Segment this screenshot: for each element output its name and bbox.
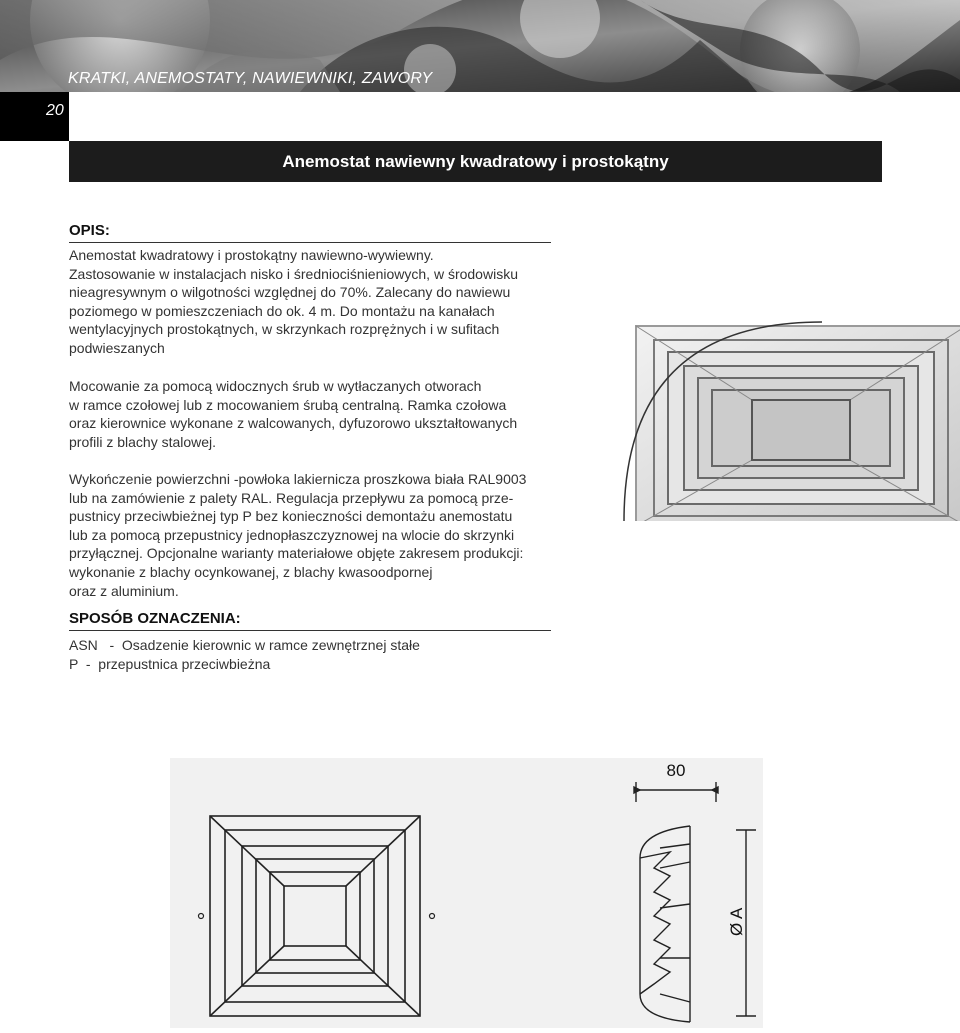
designation-item: P - przepustnica przeciwbieżna	[69, 655, 271, 672]
text-line: Anemostat kwadratowy i prostokątny nawiewno-wywiewny.	[69, 247, 434, 263]
text-line: Mocowanie za pomocą widocznych śrub w wytłaczanych otworach	[69, 378, 482, 394]
text-line: pustnicy przeciwbieżnej typ P bez konieczności demontażu anemostatu	[69, 508, 513, 525]
dimension-diameter-label: Ø A	[727, 907, 746, 936]
text-line: lub na zamówienie z palety RAL. Regulacja przepływu za pomocą prze-	[69, 489, 514, 506]
text-line: w ramce czołowej lub z mocowaniem śrubą centralną. Ramka czołowa	[69, 396, 507, 413]
screw-hole-icon	[430, 914, 435, 919]
text-line: oraz z aluminium.	[69, 582, 179, 599]
text-line: podwieszanych	[69, 339, 165, 356]
text-line: wentylacyjnych prostokątnych, w skrzynkach rozprężnych i w sufitach	[69, 321, 500, 338]
text-line: wykonanie z blachy ocynkowanej, z blachy kwasoodpornej	[69, 563, 433, 580]
designation-list	[69, 636, 420, 673]
text-line: profili z blachy stalowej.	[69, 433, 217, 450]
designation-heading: SPOSÓB OZNACZENIA:	[69, 610, 551, 631]
section-title: KRATKI, ANEMOSTATY, NAWIEWNIKI, ZAWORY	[68, 70, 433, 87]
text-line: nieagresywnym o wilgotności względnej do 70%. Zalecany do nawiewu	[69, 284, 511, 301]
description-heading: OPIS:	[69, 222, 551, 243]
anemostat-photo-image	[622, 320, 960, 521]
technical-drawing	[170, 758, 763, 1028]
text-line: Wykończenie powierzchni -powłoka lakiernicza proszkowa biała RAL9003	[69, 471, 527, 487]
text-line: Zastosowanie w instalacjach nisko i średniociśnieniowych, w środowisku	[69, 265, 518, 282]
text-line: oraz kierownice wykonane z walcowanych, dyfuzorowo ukształtowanych	[69, 415, 518, 432]
text-line: poziomego w pomieszczeniach do ok. 4 m. Do montażu na kanałach	[69, 302, 495, 319]
product-title-bar	[69, 141, 882, 182]
dimension-width-label: 80	[666, 761, 686, 780]
product-title: Anemostat nawiewny kwadratowy i prostokątny	[282, 151, 669, 171]
screw-hole-icon	[199, 914, 204, 919]
text-line: przyłącznej. Opcjonalne warianty materiałowe objęte zakresem produkcji:	[69, 545, 524, 562]
page-number: 20	[46, 102, 64, 119]
designation-item: ASN - Osadzenie kierownic w ramce zewnętrznej stałe	[69, 637, 420, 653]
text-line: lub za pomocą przepustnicy jednopłaszczyznowej na wlocie do skrzynki	[69, 526, 515, 543]
description-paragraph-3	[69, 470, 526, 600]
technical-drawing-image	[170, 758, 763, 1028]
description-paragraph-1	[69, 246, 518, 358]
product-photo	[622, 320, 960, 521]
description-paragraph-2	[69, 377, 517, 451]
